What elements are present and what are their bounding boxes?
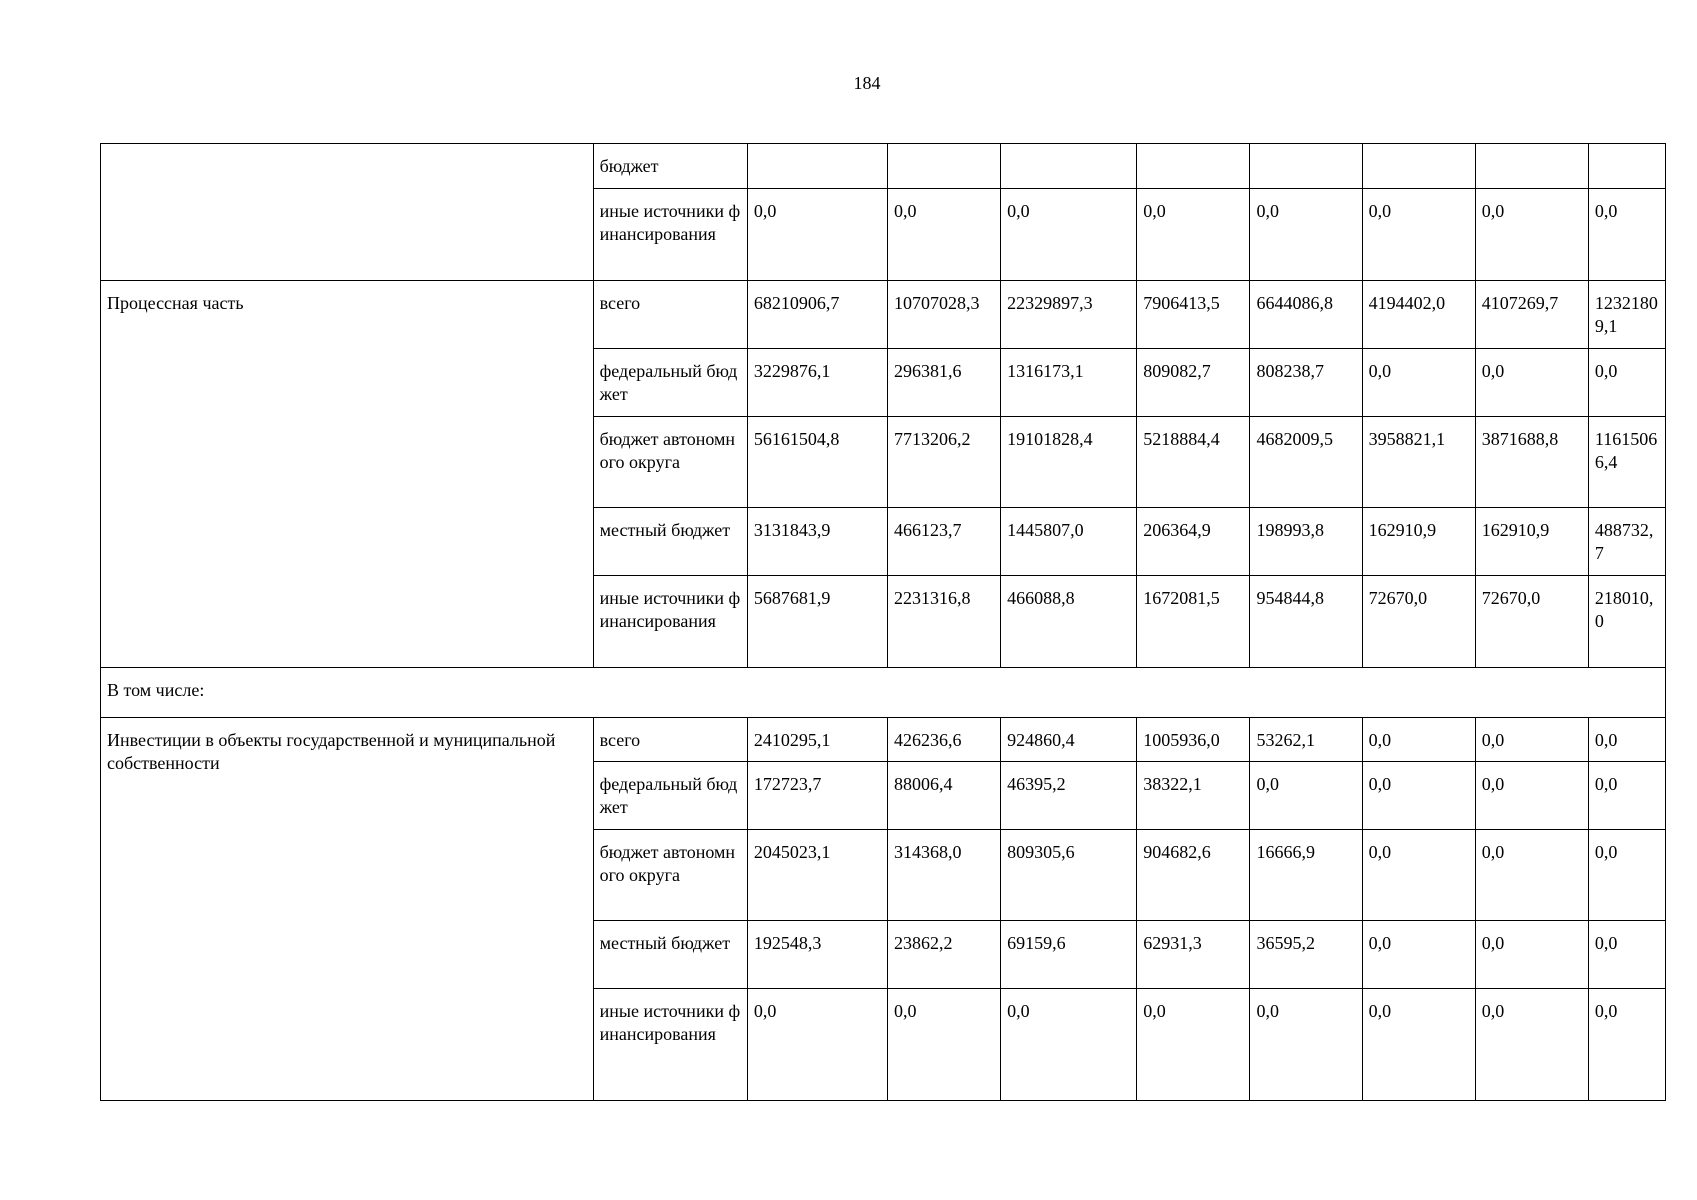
program-title-cell: Инвестиции в объекты государственной и муниципальной собственности	[101, 718, 594, 1101]
value-cell: 809305,6	[1001, 830, 1137, 921]
value-cell: 3229876,1	[747, 349, 887, 417]
value-cell: 3131843,9	[747, 508, 887, 576]
section-header-row	[101, 668, 1666, 718]
table-row	[101, 144, 1666, 189]
value-cell: 0,0	[1588, 718, 1665, 762]
value-cell: 466088,8	[1001, 576, 1137, 668]
value-cell: 2231316,8	[887, 576, 1000, 668]
budget-table	[100, 143, 1666, 1101]
funding-source-cell: бюджет автономного округа	[593, 830, 747, 921]
value-cell: 192548,3	[747, 921, 887, 989]
value-cell: 3871688,8	[1475, 417, 1588, 508]
funding-source-cell: бюджет	[593, 144, 747, 189]
value-cell: 0,0	[1588, 762, 1665, 830]
funding-source-cell: всего	[593, 718, 747, 762]
value-cell	[1137, 144, 1250, 189]
value-cell: 0,0	[1001, 189, 1137, 281]
value-cell: 0,0	[1362, 921, 1475, 989]
value-cell: 198993,8	[1250, 508, 1362, 576]
budget-table-part-b	[101, 668, 1666, 718]
value-cell: 162910,9	[1475, 508, 1588, 576]
value-cell: 0,0	[1475, 989, 1588, 1101]
table-row	[101, 281, 1666, 349]
budget-table-part-c	[101, 718, 1666, 1101]
value-cell: 0,0	[747, 989, 887, 1101]
value-cell: 904682,6	[1137, 830, 1250, 921]
value-cell: 4107269,7	[1475, 281, 1588, 349]
funding-source-cell: бюджет автономного округа	[593, 417, 747, 508]
value-cell: 0,0	[1137, 989, 1250, 1101]
value-cell: 7906413,5	[1137, 281, 1250, 349]
value-cell: 4194402,0	[1362, 281, 1475, 349]
value-cell: 426236,6	[887, 718, 1000, 762]
value-cell: 22329897,3	[1001, 281, 1137, 349]
funding-source-cell: местный бюджет	[593, 508, 747, 576]
value-cell: 1005936,0	[1137, 718, 1250, 762]
value-cell: 56161504,8	[747, 417, 887, 508]
value-cell: 5687681,9	[747, 576, 887, 668]
funding-source-cell: всего	[593, 281, 747, 349]
value-cell: 218010,0	[1588, 576, 1665, 668]
value-cell: 0,0	[1137, 189, 1250, 281]
value-cell: 0,0	[1475, 189, 1588, 281]
value-cell	[1362, 144, 1475, 189]
value-cell: 0,0	[1001, 989, 1137, 1101]
value-cell: 53262,1	[1250, 718, 1362, 762]
value-cell: 36595,2	[1250, 921, 1362, 989]
funding-source-cell: местный бюджет	[593, 921, 747, 989]
value-cell	[747, 144, 887, 189]
value-cell: 0,0	[1588, 921, 1665, 989]
value-cell: 0,0	[1250, 762, 1362, 830]
value-cell: 954844,8	[1250, 576, 1362, 668]
value-cell: 23862,2	[887, 921, 1000, 989]
value-cell: 10707028,3	[887, 281, 1000, 349]
value-cell: 162910,9	[1362, 508, 1475, 576]
value-cell: 19101828,4	[1001, 417, 1137, 508]
value-cell: 0,0	[1362, 189, 1475, 281]
table-row	[101, 718, 1666, 762]
value-cell: 0,0	[887, 989, 1000, 1101]
value-cell: 0,0	[1475, 830, 1588, 921]
value-cell: 38322,1	[1137, 762, 1250, 830]
value-cell: 12321809,1	[1588, 281, 1665, 349]
value-cell: 0,0	[1475, 349, 1588, 417]
value-cell: 0,0	[1475, 718, 1588, 762]
value-cell: 2045023,1	[747, 830, 887, 921]
value-cell: 6644086,8	[1250, 281, 1362, 349]
program-title-cell: Процессная часть	[101, 281, 594, 668]
funding-source-cell: иные источники финансирования	[593, 189, 747, 281]
value-cell	[1001, 144, 1137, 189]
value-cell: 0,0	[1362, 830, 1475, 921]
value-cell: 2410295,1	[747, 718, 887, 762]
value-cell: 7713206,2	[887, 417, 1000, 508]
value-cell: 0,0	[1250, 989, 1362, 1101]
value-cell: 296381,6	[887, 349, 1000, 417]
value-cell: 4682009,5	[1250, 417, 1362, 508]
value-cell: 0,0	[1362, 718, 1475, 762]
value-cell: 5218884,4	[1137, 417, 1250, 508]
value-cell: 1445807,0	[1001, 508, 1137, 576]
value-cell: 314368,0	[887, 830, 1000, 921]
value-cell: 0,0	[1588, 189, 1665, 281]
value-cell: 0,0	[1475, 762, 1588, 830]
value-cell: 0,0	[1588, 349, 1665, 417]
value-cell: 924860,4	[1001, 718, 1137, 762]
funding-source-cell: федеральный бюджет	[593, 762, 747, 830]
value-cell: 68210906,7	[747, 281, 887, 349]
value-cell: 72670,0	[1362, 576, 1475, 668]
value-cell: 46395,2	[1001, 762, 1137, 830]
value-cell: 488732,7	[1588, 508, 1665, 576]
value-cell: 466123,7	[887, 508, 1000, 576]
funding-source-cell: иные источники финансирования	[593, 989, 747, 1101]
value-cell: 809082,7	[1137, 349, 1250, 417]
funding-source-cell: иные источники финансирования	[593, 576, 747, 668]
value-cell: 3958821,1	[1362, 417, 1475, 508]
value-cell: 72670,0	[1475, 576, 1588, 668]
budget-table-part-a	[101, 144, 1666, 668]
value-cell: 0,0	[1362, 762, 1475, 830]
value-cell: 0,0	[1362, 349, 1475, 417]
value-cell: 1672081,5	[1137, 576, 1250, 668]
value-cell: 88006,4	[887, 762, 1000, 830]
value-cell	[1250, 144, 1362, 189]
value-cell: 0,0	[747, 189, 887, 281]
funding-source-cell: федеральный бюджет	[593, 349, 747, 417]
subheading-cell: В том числе:	[101, 668, 1666, 718]
value-cell: 0,0	[1588, 989, 1665, 1101]
value-cell: 0,0	[887, 189, 1000, 281]
page-number: 184	[853, 73, 881, 93]
value-cell: 0,0	[1588, 830, 1665, 921]
value-cell: 16666,9	[1250, 830, 1362, 921]
value-cell: 1316173,1	[1001, 349, 1137, 417]
value-cell	[1588, 144, 1665, 189]
program-title-cell	[101, 144, 594, 281]
value-cell: 11615066,4	[1588, 417, 1665, 508]
value-cell: 206364,9	[1137, 508, 1250, 576]
value-cell: 0,0	[1362, 989, 1475, 1101]
value-cell: 172723,7	[747, 762, 887, 830]
value-cell	[1475, 144, 1588, 189]
value-cell: 62931,3	[1137, 921, 1250, 989]
value-cell	[887, 144, 1000, 189]
value-cell: 808238,7	[1250, 349, 1362, 417]
value-cell: 0,0	[1250, 189, 1362, 281]
value-cell: 69159,6	[1001, 921, 1137, 989]
value-cell: 0,0	[1475, 921, 1588, 989]
